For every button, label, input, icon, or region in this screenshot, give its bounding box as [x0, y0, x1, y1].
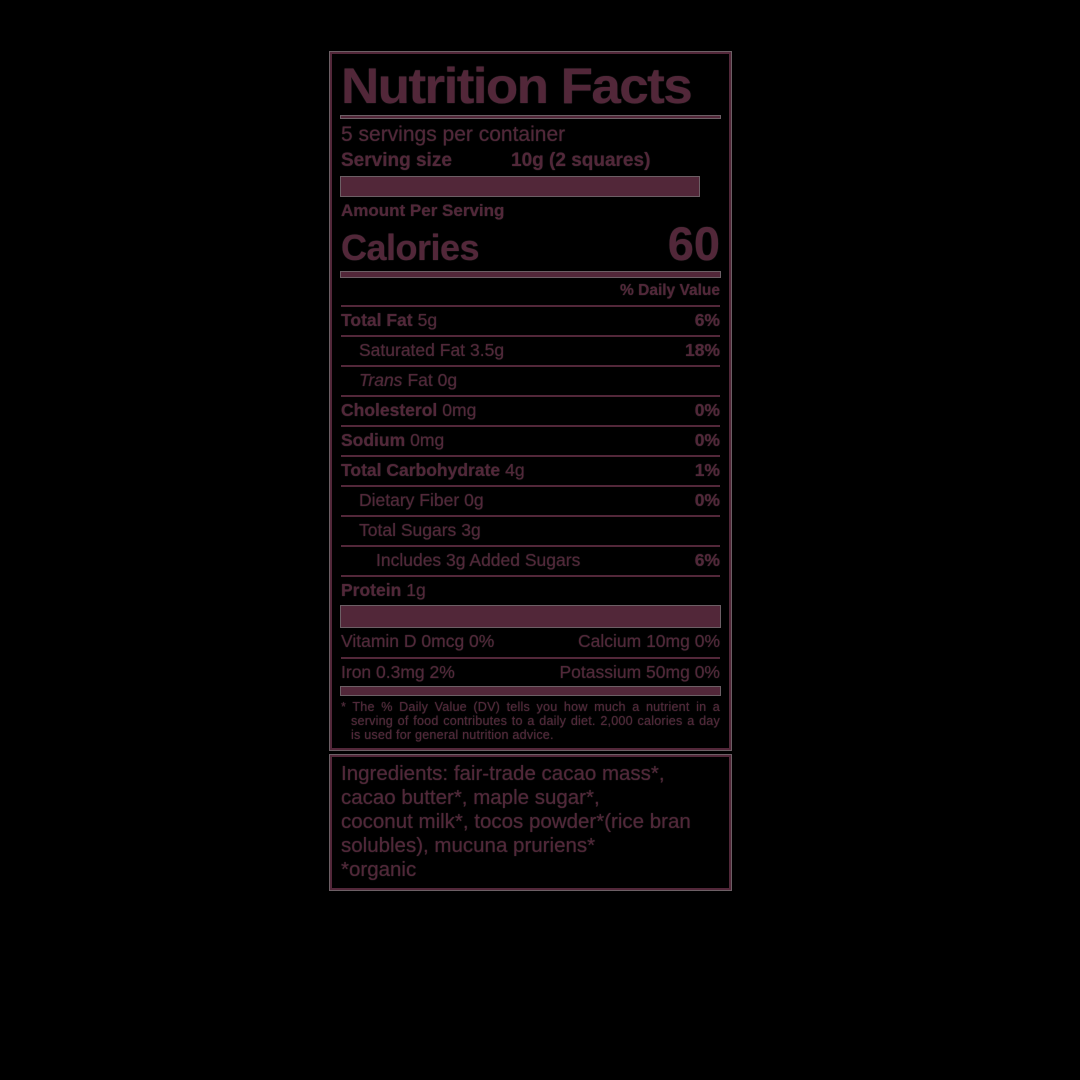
micronutrient-rows — [341, 627, 720, 687]
daily-value-footnote: * The % Daily Value (DV) tells you how much a nutrient in a serving of food contributes to a daily diet. 2,000 calories a day is used for general nutrition advice. — [341, 699, 720, 743]
servings-per-container: 5 servings per container — [341, 123, 566, 146]
nutrient-name: Trans — [359, 369, 403, 390]
nutrient-name: Total Fat — [341, 309, 413, 330]
thick-divider-bar-bottom — [341, 687, 720, 695]
nutrient-name-group — [359, 339, 505, 360]
ingredients-line: cacao butter*, maple sugar*, — [341, 786, 600, 810]
nutrient-amount: 0mg — [410, 429, 445, 450]
nutrient-daily-value: 0% — [694, 399, 720, 420]
amount-per-serving-label: Amount Per Serving — [341, 201, 505, 221]
nutrient-row — [341, 395, 720, 425]
nutrient-amount: 1g — [406, 579, 426, 600]
nutrient-name: Cholesterol — [341, 399, 438, 420]
nutrient-amount: 5g — [417, 309, 438, 330]
nutrient-row — [341, 335, 720, 365]
ingredients-box — [330, 755, 731, 890]
nutrient-row — [341, 575, 720, 605]
nutrient-daily-value: 6% — [694, 309, 720, 330]
nutrient-row — [341, 305, 720, 335]
nutrient-amount: Fat 0g — [407, 369, 458, 390]
nutrient-name: Dietary Fiber — [359, 489, 460, 510]
nutrient-daily-value: 0% — [694, 489, 720, 510]
nutrient-row — [341, 515, 720, 545]
nutrient-name-group — [359, 369, 458, 390]
nutrient-amount: 4g — [505, 459, 525, 480]
nutrient-row — [341, 455, 720, 485]
ingredients-line: *organic — [341, 858, 417, 882]
thick-divider-bar-top — [341, 177, 699, 196]
ingredients-line: Ingredients: fair-trade cacao mass*, — [341, 762, 665, 786]
nutrient-amount: 3g — [461, 519, 481, 540]
nutrient-name: Includes 3g Added Sugars — [376, 549, 581, 570]
nutrient-name-group — [341, 429, 445, 450]
nutrient-name: Total Sugars — [359, 519, 457, 540]
nutrient-daily-value: 1% — [694, 459, 720, 480]
nutrient-name: Protein — [341, 579, 402, 600]
ingredients-text — [341, 762, 720, 882]
calories-divider — [341, 272, 720, 277]
nutrient-name: Saturated Fat — [359, 339, 466, 360]
nutrient-name-group — [376, 549, 581, 570]
serving-size-value: 10g (2 squares) — [511, 149, 651, 171]
nutrient-name-group — [359, 489, 484, 510]
nutrition-facts-box — [330, 52, 731, 750]
nutrient-daily-value: 18% — [684, 339, 720, 360]
nutrient-name: Sodium — [341, 429, 406, 450]
nutrient-row — [341, 365, 720, 395]
serving-size-row — [341, 151, 720, 172]
nutrient-name-group — [341, 459, 525, 480]
nutrient-amount: 0mg — [442, 399, 477, 420]
label-title: Nutrition Facts — [341, 58, 692, 114]
micronutrient-row — [341, 657, 720, 687]
calories-row — [341, 217, 720, 271]
nutrient-rows — [341, 305, 720, 605]
nutrient-name-group — [359, 519, 481, 540]
nutrient-amount: 3.5g — [470, 339, 505, 360]
daily-value-header: % Daily Value — [620, 281, 720, 299]
nutrient-row — [341, 485, 720, 515]
nutrient-name-group — [341, 309, 438, 330]
nutrient-row — [341, 425, 720, 455]
calories-label: Calories — [341, 227, 480, 269]
micronutrient-left: Vitamin D 0mcg 0% — [341, 630, 495, 651]
serving-size-label: Serving size — [341, 149, 452, 171]
thick-divider-bar-middle — [341, 606, 720, 627]
nutrient-row — [341, 545, 720, 575]
micronutrient-row — [341, 627, 720, 657]
micronutrient-right: Calcium 10mg 0% — [578, 630, 720, 651]
ingredients-line: coconut milk*, tocos powder*(rice bran — [341, 810, 691, 834]
nutrient-amount: 0g — [464, 489, 484, 510]
micronutrient-right: Potassium 50mg 0% — [559, 661, 720, 682]
nutrient-name-group — [341, 579, 426, 600]
nutrient-name: Total Carbohydrate — [341, 459, 501, 480]
nutrient-daily-value: 0% — [694, 429, 720, 450]
title-divider — [341, 116, 720, 118]
nutrition-label — [330, 52, 731, 890]
micronutrient-left: Iron 0.3mg 2% — [341, 661, 455, 682]
ingredients-line: solubles), mucuna pruriens* — [341, 834, 596, 858]
nutrient-daily-value: 6% — [694, 549, 720, 570]
nutrient-name-group — [341, 399, 477, 420]
calories-value: 60 — [667, 217, 720, 271]
